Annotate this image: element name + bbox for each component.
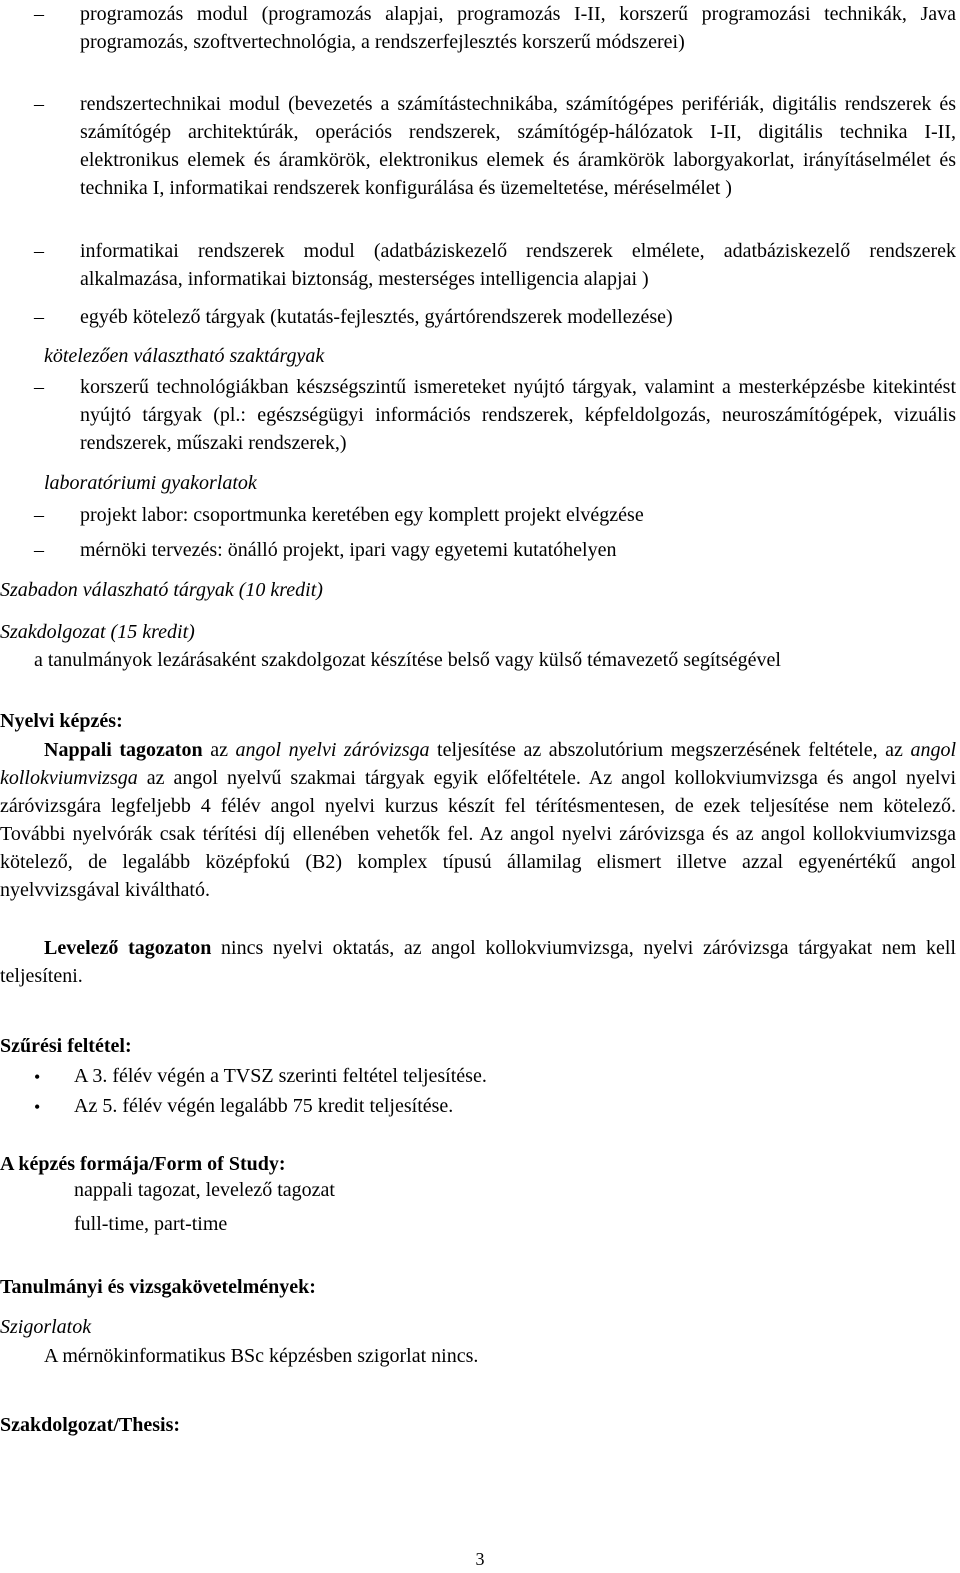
thesis-credit-label: Szakdolgozat (15 kredit): [0, 621, 195, 643]
text-run: az: [202, 739, 236, 761]
text-run: nincs nyelvi oktatás, az angol kollokviumvizsga, nyelvi záróvizsga tárgyakat nem kell teljesíteni.: [0, 937, 956, 987]
free-electives-label: Szabadon válaszható tárgyak (10 kredit): [0, 579, 323, 601]
requirements-text: A mérnökinformatikus BSc képzésben szigorlat nincs.: [44, 1345, 479, 1367]
form-heading: A képzés formája/Form of Study:: [0, 1153, 286, 1175]
text-run: teljesítése az abszolutórium megszerzésének feltétele, az: [429, 739, 911, 761]
language-heading: Nyelvi képzés:: [0, 710, 123, 732]
list-item: [34, 373, 956, 457]
dash-marker: –: [34, 3, 44, 25]
list-item-text: egyéb kötelező tárgyak (kutatás-fejlesztés, gyártórendszerek modellezése): [80, 306, 673, 328]
list-item-text: projekt labor: csoportmunka keretében egy komplett projekt elvégzése: [80, 504, 644, 526]
thesis-description: a tanulmányok lezárásaként szakdolgozat készítése belső vagy külső témavezető segítségével: [34, 649, 781, 671]
requirements-heading: Tanulmányi és vizsgakövetelmények:: [0, 1276, 316, 1298]
form-hu: nappali tagozat, levelező tagozat: [74, 1179, 335, 1201]
bullet-marker: •: [34, 1097, 41, 1117]
fulltime-label: Nappali tagozaton: [44, 739, 203, 761]
exam-name: angol kollokviumvizsga: [0, 739, 956, 789]
language-paragraph-2: [0, 934, 956, 990]
text-run: az angol nyelvű szakmai tárgyak egyik előfeltétele. Az angol kollokviumvizsga és angol nyelvi záróvizsgára legfeljebb 4 félév angol nyelvi kurzus készít fel térítésmentesen, de ezek teljesítése nem kötelező. További nyelvórák csak térítési díj ellenében vehetők fel. Az angol nyelvi záróvizsga és az angol kollokviumvizsga kötelező, de legalább középfokú (B2) komplex típusú államilag elismert illetve azzal egyenértékű angol nyelvvizsgával kiváltható.: [0, 767, 956, 901]
list-item: [34, 501, 956, 529]
dash-marker: –: [34, 376, 44, 398]
dash-marker: –: [34, 504, 44, 526]
list-item-text: informatikai rendszerek modul (adatbáziskezelő rendszerek elmélete, adatbáziskezelő rendszerek alkalmazása, informatikai biztonság, mesterséges intelligencia alapjai ): [80, 240, 956, 290]
list-item: [34, 90, 956, 202]
language-paragraph-1: [0, 736, 956, 904]
bullet-marker: •: [34, 1067, 41, 1087]
dash-marker: –: [34, 539, 44, 561]
parttime-label: Levelező tagozaton: [44, 937, 212, 959]
list-item-text: programozás modul (programozás alapjai, programozás I-II, korszerű programozási technikák, Java programozás, szoftvertechnológia, a rendszerfejlesztés korszerű módszerei): [80, 3, 956, 53]
list-item: [34, 536, 956, 564]
list-item-text: rendszertechnikai modul (bevezetés a számítástechnikába, számítógépes perifériák, digitális rendszerek és számítógép architektúrák, operációs rendszerek, számítógép-hálózatok I-II, digitális technika I-II, elektronikus elemek és áramkörök, elektronikus elemek és áramkörök laborgyakorlat, irányításelmélet és technika I, informatikai rendszerek konfigurálása és üzemeltetése, méréselmélet ): [80, 93, 956, 199]
page-number: 3: [475, 1549, 485, 1569]
list-item: [34, 237, 956, 293]
thesis-heading: Szakdolgozat/Thesis:: [0, 1414, 181, 1436]
screening-heading: Szűrési feltétel:: [0, 1035, 132, 1057]
list-item: A 3. félév végén a TVSZ szerinti feltétel teljesítése.: [74, 1065, 487, 1087]
dash-marker: –: [34, 93, 44, 115]
list-item: Az 5. félév végén legalább 75 kredit teljesítése.: [74, 1095, 454, 1117]
requirements-subheading: Szigorlatok: [0, 1316, 92, 1338]
dash-marker: –: [34, 240, 44, 262]
list-item: [34, 303, 956, 331]
list-item: [34, 0, 956, 56]
list-item-text: korszerű technológiákban készségszintű ismereteket nyújtó tárgyak, valamint a mesterképzésbe kitekintést nyújtó tárgyak (pl.: egészségügyi információs rendszerek, képfeldolgozás, neuroszámítógépek, vizuális rendszerek, műszaki rendszerek,): [80, 376, 956, 454]
dash-marker: –: [34, 306, 44, 328]
list-item-text: mérnöki tervezés: önálló projekt, ipari vagy egyetemi kutatóhelyen: [80, 539, 617, 561]
form-en: full-time, part-time: [74, 1213, 228, 1235]
exam-name: angol nyelvi záróvizsga: [235, 739, 430, 761]
elective-heading: kötelezően választható szaktárgyak: [44, 345, 325, 367]
lab-heading: laboratóriumi gyakorlatok: [44, 472, 257, 494]
